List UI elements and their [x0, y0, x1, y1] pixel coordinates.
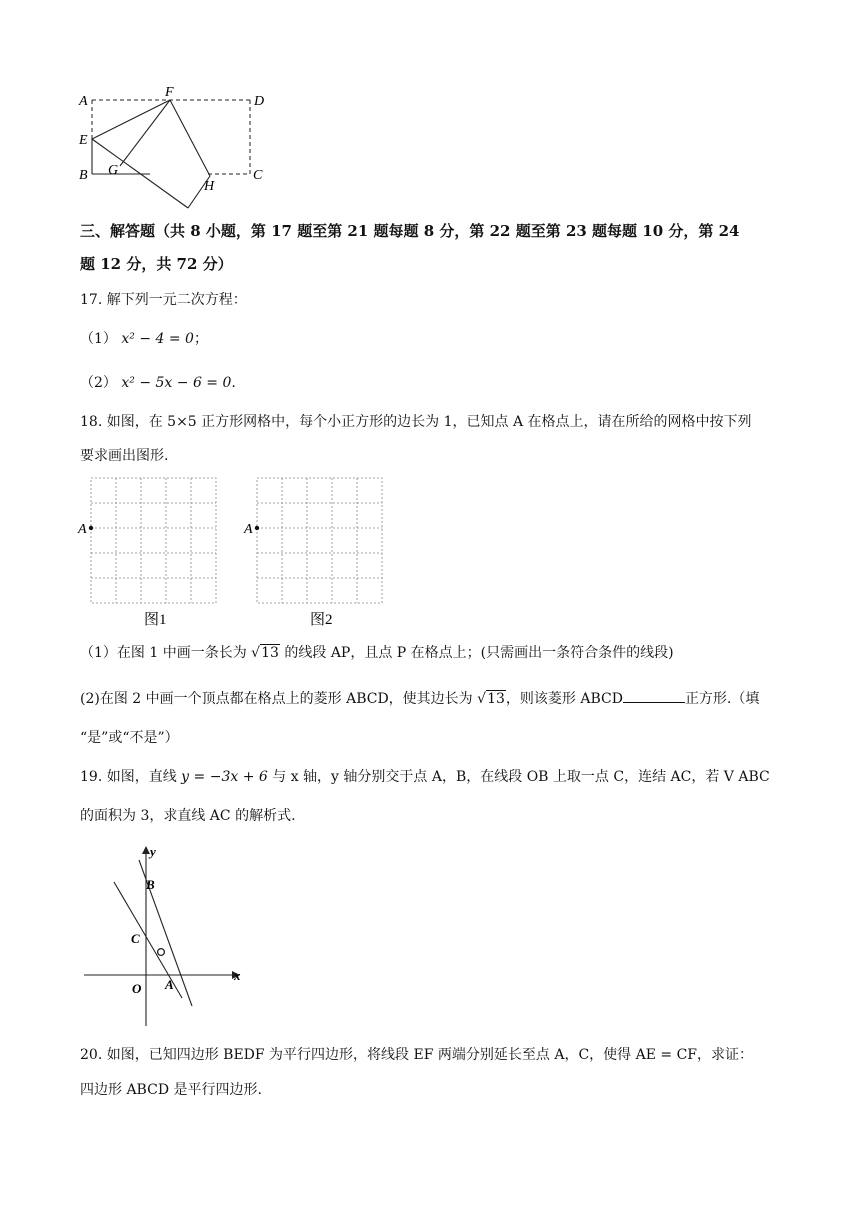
label-A: A — [79, 94, 88, 109]
q18-part2-radicand: 13 — [487, 691, 505, 707]
grid-2-caption: 图2 — [310, 612, 333, 628]
label-B: B — [79, 168, 88, 183]
grid-1-label-A: A — [78, 522, 87, 537]
label-O: O — [132, 981, 142, 996]
label-F: F — [165, 85, 174, 100]
label-D: D — [254, 94, 265, 109]
q17-part2-label: （2） — [80, 375, 117, 391]
q19-stem-line2: 的面积为 3，求直线 AC 的解析式. — [80, 808, 296, 824]
q17-part1-label: （1） — [80, 331, 117, 347]
q17-part2-end: . — [231, 375, 236, 391]
q17-part1 — [80, 329, 208, 349]
q19-coordinate-figure — [80, 840, 250, 1030]
q18-part2-sqrt: √13 — [477, 691, 505, 707]
label-A: A — [165, 977, 174, 992]
label-E: E — [79, 133, 88, 148]
q18-stem-line2: 要求画出图形. — [80, 448, 169, 464]
q18-part1 — [80, 643, 674, 663]
section-3-header-line2: 题 12 分，共 72 分） — [80, 255, 233, 273]
q18-part2-text-b: ，则该菱形 ABCD — [505, 691, 623, 707]
q19-stem-line1 — [80, 767, 770, 787]
q17-part2 — [80, 373, 236, 393]
label-B: B — [146, 877, 155, 892]
q19-equation: y = −3x + 6 — [181, 769, 268, 785]
q18-part2-line2: “是”或“不是”） — [80, 730, 179, 746]
y-axis-arrow — [142, 846, 150, 854]
q20-line1: 20. 如图，已知四边形 BEDF 为平行四边形，将线段 EF 两端分别延长至点 A，C，使得 AE = CF，求证： — [80, 1047, 754, 1063]
q18-part1-text-a: （1）在图 1 中画一条长为 — [80, 645, 247, 661]
q18-part2-text-a: (2)在图 2 中画一个顶点都在格点上的菱形 ABCD，使其边长为 — [80, 691, 473, 707]
q17-part2-equation: x² − 5x − 6 = 0 — [121, 375, 232, 391]
grid-figure-2 — [240, 474, 390, 630]
label-y: y — [150, 844, 156, 859]
q18-part1-sqrt: √13 — [251, 645, 279, 661]
label-x: x — [234, 968, 241, 983]
grid-figure-1 — [74, 474, 224, 630]
q18-stem-line1: 18. 如图，在 5×5 正方形网格中，每个小正方形的边长为 1，已知点 A 在格点上，请在所给的网格中按下列 — [80, 414, 752, 430]
grid-2-lines — [257, 478, 382, 603]
q18-part2-text-c: 正方形.（填 — [684, 691, 760, 707]
grid-1-lines — [91, 478, 216, 603]
top-geometry-figure — [70, 84, 280, 214]
q17-part1-equation: x² − 4 = 0 — [121, 331, 194, 347]
grid-1-caption: 图1 — [144, 612, 167, 628]
grid-2-label-A: A — [244, 522, 253, 537]
q18-part1-text-b: 的线段 AP，且点 P 在格点上；(只需画出一条符合条件的线段) — [284, 645, 674, 661]
edge-FH — [170, 100, 210, 176]
q17-part1-end: ； — [193, 331, 208, 347]
q18-part1-radicand: 13 — [261, 645, 279, 661]
edge-FG — [120, 100, 170, 166]
q19-text-b: 与 x 轴，y 轴分别交于点 A，B，在线段 OB 上取一点 C，连结 AC，若 V ABC — [272, 769, 770, 785]
q20-line2: 四边形 ABCD 是平行四边形. — [80, 1082, 262, 1098]
label-H: H — [204, 179, 215, 194]
grid-1-point-A — [89, 526, 93, 530]
label-C: C — [131, 931, 140, 946]
q18-part2 — [80, 688, 759, 709]
q19-text-a: 19. 如图，直线 — [80, 769, 177, 785]
edge-EF — [92, 100, 170, 139]
q17-stem: 17. 解下列一元二次方程： — [80, 292, 247, 308]
q18-answer-blank[interactable] — [623, 688, 685, 703]
label-G: G — [108, 163, 119, 178]
label-C: C — [253, 168, 263, 183]
section-3-header-line1: 三、解答题（共 8 小题，第 17 题至第 21 题每题 8 分，第 22 题至第 23 题每题 10 分，第 24 — [80, 222, 740, 240]
intersection-marker — [158, 949, 165, 956]
grid-2-point-A — [255, 526, 259, 530]
